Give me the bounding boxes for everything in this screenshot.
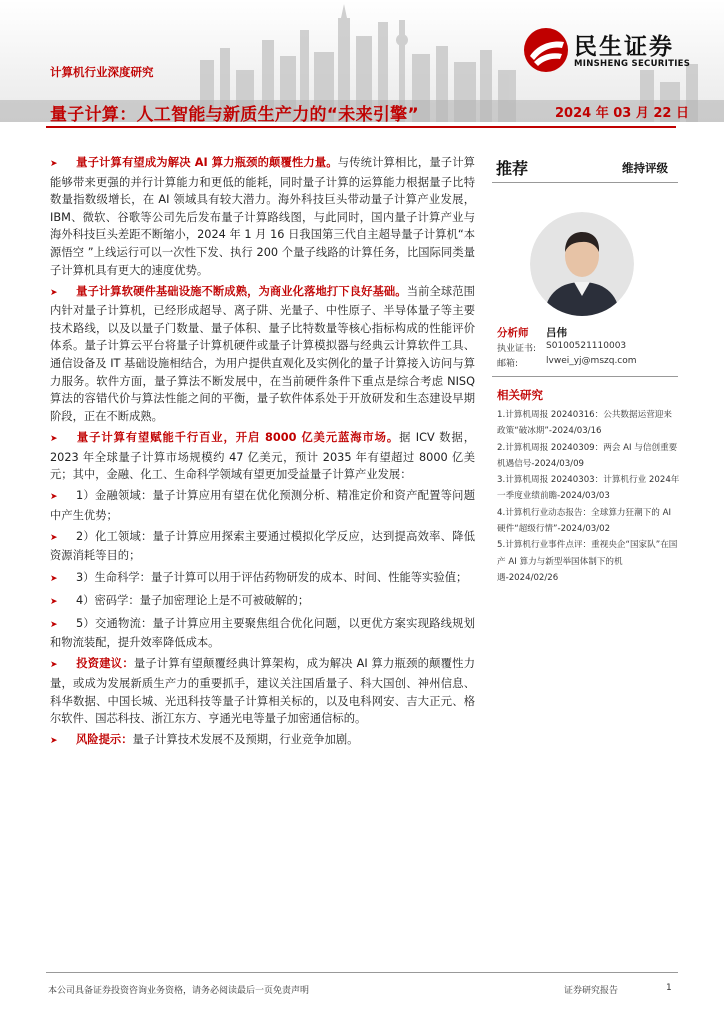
license-label: 执业证书: <box>497 344 537 354</box>
related-research-list <box>497 407 680 586</box>
report-category: 计算机行业深度研究 <box>50 65 154 79</box>
report-title: 量子计算：人工智能与新质生产力的“未来引擎” <box>50 105 419 125</box>
summary-paragraph: ➤ 3）生命科学：量子计算可以用于评估药物研发的成本、时间、性能等实验值； <box>50 569 475 589</box>
bullet-arrow-icon: ➤ <box>50 596 58 607</box>
bullet-arrow-icon: ➤ <box>50 287 58 298</box>
summary-paragraph: ➤ 4）密码学：量子加密理论上是不可被破解的； <box>50 592 475 612</box>
logo-text-en: MINSHENG SECURITIES <box>574 59 691 69</box>
bullet-arrow-icon: ➤ <box>50 619 58 630</box>
logo-text-cn: 民生证券 <box>574 34 674 60</box>
summary-paragraph: ➤ 5）交通物流：量子计算应用主要聚焦组合优化问题，以更优方案实现路线规划和物流装配，提升效率降低成本。 <box>50 616 475 650</box>
summary-paragraph: ➤ 2）化工领域：量子计算应用探索主要通过模拟化学反应，达到提高效率、降低资源消耗等目的； <box>50 529 475 563</box>
summary-paragraph: ➤ 量子计算软硬件基础设施不断成熟，为商业化落地打下良好基础。当前全球范围内针对量子计算机，已经形成超导、离子阱、光量子、中性原子、半导体量子等主要技术路线，以及以量子门数量、量子体积、量子比特数量等核心指标构成的性能评价体系。量子计算云平台将量子计算机硬件或量子计算模拟器与经典云计算软件工具、通信设备及 IT 基础设施相结合，为用户提供直观化及实例化的量子计算接入访问与算力服务。软件方面，量子算法不断发展中，在当前硬件条件下重点是综合考虑 NISQ 算法的容错代价与算法性能之间的平衡，量子软件体系处于开放研发和生态建设早期阶段，正在不断成熟。 <box>50 284 475 423</box>
footer-doc-type: 证券研究报告 <box>564 986 619 996</box>
bullet-arrow-icon: ➤ <box>50 159 58 169</box>
summary-paragraph: ➤ 投资建议：量子计算有望颠覆经典计算架构，成为解决 AI 算力瓶颈的颠覆性力量，或成为发展新质生产力的重要抓手，建议关注国盾量子、科大国创、神州信息、科华数据、中国长城、光迅科技等量子计算相关标的，以及电科网安、吉大正元、格尔软件、国芯科技、浙江东方、亨通光电等量子加密通信标的。 <box>50 657 475 726</box>
sidebar-divider <box>492 376 678 377</box>
summary-paragraph: ➤ 1）金融领域：量子计算应用有望在优化预测分析、精准定价和资产配置等问题中产生优势； <box>50 489 475 522</box>
related-research-title: 相关研究 <box>497 388 543 402</box>
summary-paragraph: ➤ 量子计算有望赋能千行百业，开启 8000 亿美元蓝海市场。据 ICV 数据，2023 年全球量子计算市场规模约 47 亿美元，预计 2035 年有望超过 8000 亿美元；其中，金融、化工、生命科学领域有望更加受益量子计算产业发展： <box>50 430 475 482</box>
email-link[interactable]: lvwei_yj@mszq.com <box>546 356 637 366</box>
bullet-arrow-icon: ➤ <box>50 492 58 503</box>
bullet-arrow-icon: ➤ <box>50 660 58 671</box>
license-value: S0100521110003 <box>546 341 627 351</box>
related-research-item[interactable]: 4.计算机行业动态报告：全球算力狂潮下的 AI 硬件“超级行情”-2024/03/02 <box>497 507 672 535</box>
bullet-arrow-icon: ➤ <box>50 433 58 444</box>
summary-paragraph: ➤ 量子计算有望成为解决 AI 算力瓶颈的颠覆性力量。与传统计算相比，量子计算能够带来更强的并行计算能力和更低的能耗，同时量子计算的运算能力根据量子比特数量指数级增长，在 AI 领域具有较大潜力。海外科技巨头带动量子计算产业发展，IBM、微软、谷歌等公司先后发布量子计算路线图，与此同时，国内量子计算产业与海外科技巨头差距不断缩小，2024 年 1 月 16 日我国第三代自主超导量子计算机“本源悟空 ”上线运行可以一次性下发、执行 200 个量子线路的计算任务，比国际同类量子计算机具有更大的速度优势。 <box>50 156 475 277</box>
page-number: 1 <box>666 983 672 993</box>
related-research-item[interactable]: 1.计算机周报 20240316：公共数据运营迎来政策“破冰期”-2024/03/16 <box>497 410 672 437</box>
analyst-label: 分析师 <box>497 327 529 339</box>
footer-disclaimer: 本公司具备证券投资咨询业务资格，请务必阅读最后一页免责声明 <box>48 986 310 996</box>
analyst-avatar <box>530 212 634 316</box>
bullet-arrow-icon: ➤ <box>50 736 58 747</box>
recommendation-label: 推荐 <box>496 159 529 178</box>
sidebar-divider <box>492 182 678 183</box>
footer-divider <box>46 972 678 973</box>
related-research-item[interactable]: 3.计算机周报 20240303：计算机行业 2024年一季度业绩前瞻-2024/03/03 <box>497 475 680 502</box>
rating-label: 维持评级 <box>622 161 668 175</box>
title-divider <box>46 126 676 128</box>
report-summary <box>50 154 475 754</box>
related-research-item[interactable]: 2.计算机周报 20240309：两会 AI 与信创重要机遇信号-2024/03/09 <box>497 442 678 469</box>
email-label: 邮箱: <box>497 359 519 369</box>
report-date: 2024 年 03 月 22 日 <box>555 106 689 121</box>
summary-paragraph: ➤ 风险提示：量子计算技术发展不及预期，行业竞争加剧。 <box>50 731 475 751</box>
related-research-item[interactable]: 5.计算机行业事件点评：重视央企“国家队”在国产 AI 算力与新型举国体制下的机遇-2024/02/26 <box>497 540 678 583</box>
minsheng-logo-icon <box>522 26 570 74</box>
bullet-arrow-icon: ➤ <box>50 573 58 584</box>
bullet-arrow-icon: ➤ <box>50 532 58 543</box>
analyst-name: 吕伟 <box>546 327 567 339</box>
